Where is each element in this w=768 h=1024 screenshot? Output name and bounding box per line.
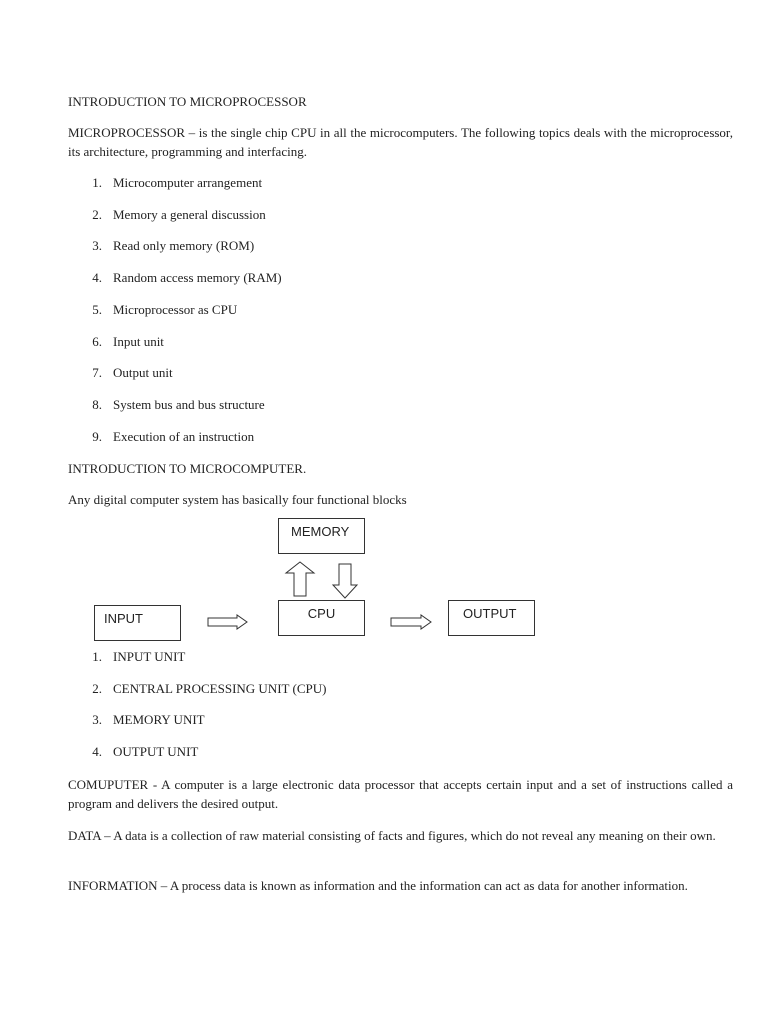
cpu-block: CPU (278, 600, 365, 636)
microprocessor-definition-paragraph: MICROPROCESSOR – is the single chip CPU in all the microcomputers. The following topics deals with the microprocessor, its architecture, programming and interfacing. (68, 125, 733, 159)
memory-block: MEMORY (278, 518, 365, 554)
heading-introduction-microcomputer: INTRODUCTION TO MICROCOMPUTER. (68, 461, 307, 476)
information-definition-paragraph: INFORMATION – A process data is known as information and the information can act as data for another information. (68, 878, 688, 893)
heading-introduction-microprocessor: INTRODUCTION TO MICROPROCESSOR (68, 94, 307, 109)
output-block: OUTPUT (448, 600, 535, 636)
computer-definition-paragraph: COMUPUTER - A computer is a large electronic data processor that accepts certain input and a set of instructions called a program and delivers the desired output. (68, 777, 733, 811)
data-definition-paragraph: DATA – A data is a collection of raw material consisting of facts and figures, which do not reveal any meaning on their own. (68, 828, 716, 843)
up-arrow-icon (286, 561, 316, 597)
functional-blocks-intro: Any digital computer system has basically four functional blocks (68, 492, 407, 507)
input-block: INPUT (94, 605, 181, 641)
right-arrow-icon (207, 614, 249, 630)
down-arrow-icon (332, 563, 358, 599)
right-arrow-icon (390, 614, 434, 630)
